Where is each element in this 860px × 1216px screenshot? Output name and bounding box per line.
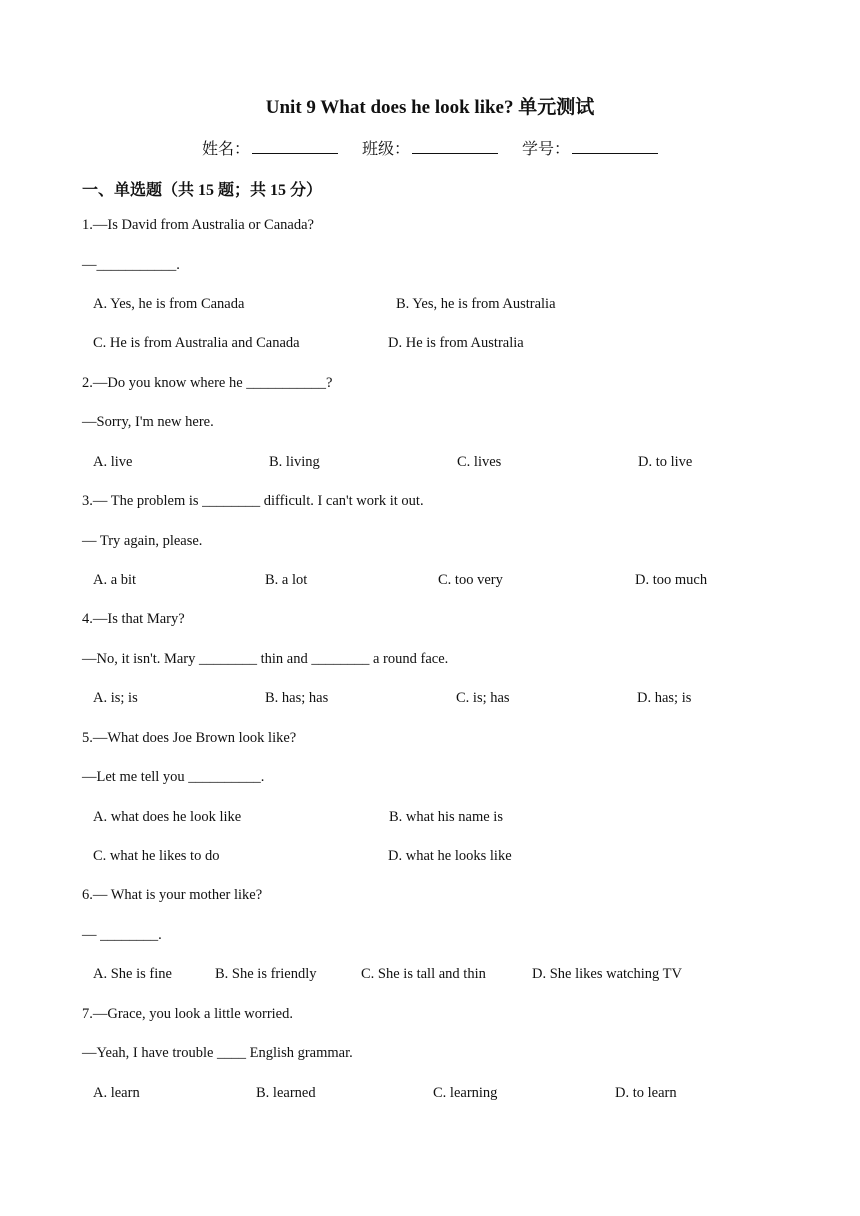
question-3-option-c[interactable]: C. too very bbox=[438, 572, 503, 588]
question-6-option-c[interactable]: C. She is tall and thin bbox=[361, 966, 486, 982]
question-4-option-a[interactable]: A. is; is bbox=[93, 690, 138, 706]
question-3-option-b[interactable]: B. a lot bbox=[265, 572, 308, 588]
question-7-option-d[interactable]: D. to learn bbox=[615, 1085, 677, 1101]
question-5-option-b[interactable]: B. what his name is bbox=[389, 809, 503, 825]
question-1-options-row-1 bbox=[93, 296, 793, 316]
question-7-options bbox=[93, 1085, 793, 1105]
question-6-option-d[interactable]: D. She likes watching TV bbox=[532, 966, 682, 982]
question-2-prompt: 2.—Do you know where he ___________? bbox=[82, 375, 333, 391]
section-heading: 一、单选题（共 15 题；共 15 分） bbox=[82, 182, 323, 199]
question-5-option-c[interactable]: C. what he likes to do bbox=[93, 848, 220, 864]
question-6-options bbox=[93, 966, 793, 986]
name-field bbox=[202, 136, 338, 159]
class-label: 班级： bbox=[361, 141, 410, 158]
class-field bbox=[362, 136, 498, 159]
question-1-option-b[interactable]: B. Yes, he is from Australia bbox=[396, 296, 556, 312]
question-4-option-c[interactable]: C. is; has bbox=[456, 690, 510, 706]
question-1-option-d[interactable]: D. He is from Australia bbox=[388, 335, 524, 351]
question-2-option-a[interactable]: A. live bbox=[93, 454, 133, 470]
question-4-option-d[interactable]: D. has; is bbox=[637, 690, 692, 706]
question-3-reply: — Try again, please. bbox=[82, 533, 203, 549]
question-5-options-row-2 bbox=[93, 848, 793, 868]
question-1-option-a[interactable]: A. Yes, he is from Canada bbox=[93, 296, 245, 312]
question-5-prompt: 5.—What does Joe Brown look like? bbox=[82, 730, 297, 746]
question-1-reply: —___________. bbox=[82, 257, 180, 273]
question-7-option-a[interactable]: A. learn bbox=[93, 1085, 140, 1101]
id-label: 学号： bbox=[522, 141, 571, 158]
question-1-options-row-2 bbox=[93, 335, 793, 355]
name-label: 姓名： bbox=[201, 141, 250, 158]
question-5-option-d[interactable]: D. what he looks like bbox=[388, 848, 512, 864]
question-3-option-d[interactable]: D. too much bbox=[635, 572, 708, 588]
question-6-prompt: 6.— What is your mother like? bbox=[82, 887, 263, 903]
question-2-option-c[interactable]: C. lives bbox=[457, 454, 502, 470]
question-7-reply: —Yeah, I have trouble ____ English grammar. bbox=[82, 1045, 353, 1061]
id-field bbox=[522, 136, 658, 159]
question-1-option-c[interactable]: C. He is from Australia and Canada bbox=[93, 335, 300, 351]
question-6-option-a[interactable]: A. She is fine bbox=[93, 966, 172, 982]
question-4-prompt: 4.—Is that Mary? bbox=[82, 611, 185, 627]
question-5-reply: —Let me tell you __________. bbox=[82, 769, 265, 785]
class-blank[interactable] bbox=[412, 139, 498, 154]
question-7-option-b[interactable]: B. learned bbox=[256, 1085, 316, 1101]
question-2-options bbox=[93, 454, 793, 474]
question-6-reply: — ________. bbox=[82, 927, 162, 943]
question-3-options bbox=[93, 572, 793, 592]
question-6-option-b[interactable]: B. She is friendly bbox=[215, 966, 317, 982]
question-7-prompt: 7.—Grace, you look a little worried. bbox=[82, 1006, 293, 1022]
student-info-row bbox=[0, 136, 860, 159]
question-4-options bbox=[93, 690, 793, 710]
question-2-option-d[interactable]: D. to live bbox=[638, 454, 693, 470]
question-4-option-b[interactable]: B. has; has bbox=[265, 690, 329, 706]
question-2-option-b[interactable]: B. living bbox=[269, 454, 320, 470]
id-blank[interactable] bbox=[572, 139, 658, 154]
question-4-reply: —No, it isn't. Mary ________ thin and ________ a round face. bbox=[82, 651, 449, 667]
question-3-prompt: 3.— The problem is ________ difficult. I can't work it out. bbox=[82, 493, 424, 509]
question-7-option-c[interactable]: C. learning bbox=[433, 1085, 498, 1101]
question-3-option-a[interactable]: A. a bit bbox=[93, 572, 137, 588]
name-blank[interactable] bbox=[252, 139, 338, 154]
page-title: Unit 9 What does he look like? 单元测试 bbox=[265, 97, 595, 118]
question-5-options-row-1 bbox=[93, 809, 793, 829]
question-5-option-a[interactable]: A. what does he look like bbox=[93, 809, 242, 825]
question-2-reply: —Sorry, I'm new here. bbox=[82, 414, 214, 430]
question-1-prompt: 1.—Is David from Australia or Canada? bbox=[82, 217, 314, 233]
